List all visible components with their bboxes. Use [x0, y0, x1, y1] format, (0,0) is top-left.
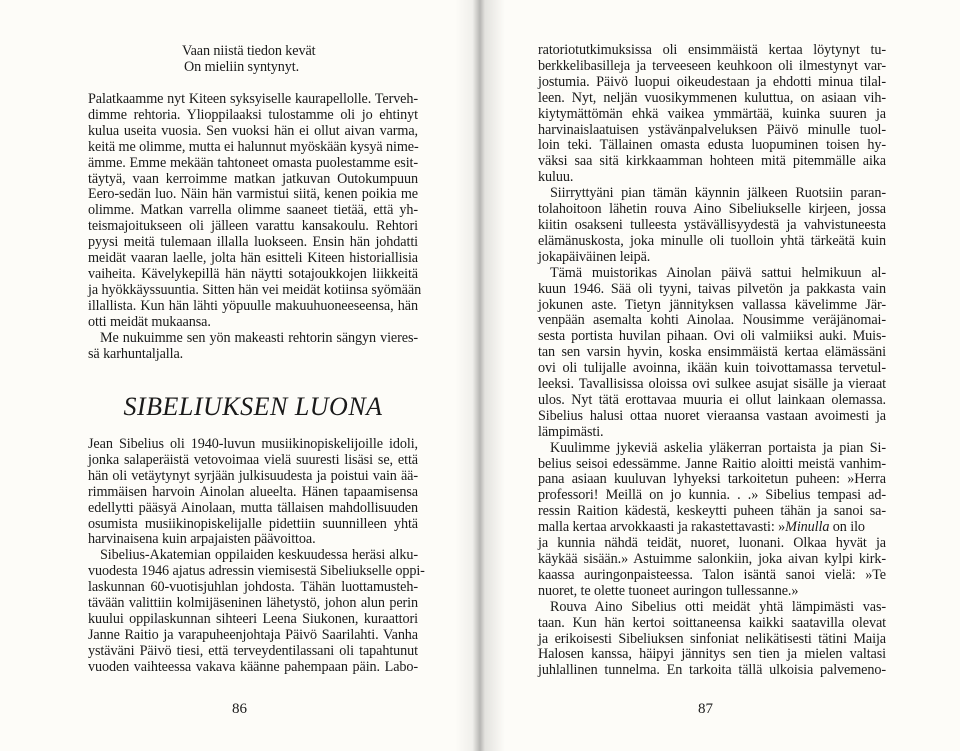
text-line: vuoden vaihteessa vakava käänne pahempaan päin. Labo- — [88, 658, 418, 675]
text-line: belius seisoi edessämme. Janne Raitio aloitti meistä vanhim- — [538, 455, 886, 472]
text-line: pana asiaan kuuluvan lyhyeksi tarkoitetun puheen: »Herra — [538, 471, 886, 488]
text-line: sesta portista huvilan pihaan. Ovi oli valmiiksi auki. Muis- — [538, 328, 886, 345]
text-line: olimme. Matkan varrella olimme saaneet tietää, että yh- — [88, 202, 418, 219]
text-line: leeksi. Tavallisissa oloissa ovi sulkee asujat sisälle ja vieraat — [538, 376, 886, 393]
page-number: 87 — [698, 701, 713, 717]
text-line: Palatkaamme nyt Kiteen syksyiselle kaurapellolle. Terveh- — [88, 91, 418, 107]
text-line: vaiheita. Kävelykepillä hän näytti sotajoukkojen liikkeitä — [88, 265, 418, 282]
text-line: Sibelius halusi ottaa nuoret vieraansa vastaan avoimesti ja — [538, 407, 886, 424]
text-line: Eero-sedän luo. Näin hän varmistui siitä, kenen poikia me — [88, 186, 418, 203]
poem-excerpt — [182, 44, 316, 76]
text-line: ratoriotutkimuksissa oli ensimmäistä kertaa löytynyt tu- — [538, 42, 886, 58]
text-line: käykää sisään.» Astuimme salonkiin, joka aivan kylpi kirk- — [538, 551, 886, 567]
text-line: Sibelius-Akatemian oppilaiden keskuudessa heräsi alku- — [100, 547, 418, 564]
text-line: ulos. Nyt tätä erottavaa muuria ei ollut lainkaan olemassa. — [538, 391, 886, 408]
text-line: taan. Kun hän kertoi soittaneensa kaikki saatavilla olevat — [538, 614, 886, 631]
text-line: teismajoitukseen oli jälleen varattu kansakoulu. Rehtori — [88, 218, 418, 235]
text-line: ja erikoisesti Sibeliuksen sinfoniat nelikätisesti tätini Maija — [538, 630, 886, 647]
text-line: ressin Raition kädestä, keskeytti puheen tähän ja sanoi sa- — [538, 503, 886, 520]
text-line: harvinaisena kuin arpajaisten päävoittoa. — [88, 531, 316, 548]
italic-word: Minulla — [785, 519, 830, 536]
text-line: lämpimästi. — [538, 423, 604, 440]
text-line: ja hyökkäyssuuntia. Sitten hän vei meidät kotiinsa syömään — [88, 281, 422, 298]
text-line: tävään valittiin kolmijäseninen lähetystö, johon alun perin — [88, 595, 418, 612]
text-line: laskunnan 60-vuotisjuhlan johdosta. Tähän luottamusteh- — [88, 579, 418, 596]
text-line: kiytymättömän ehkä vaikea ymmärtää, kuinka suuren ja — [538, 105, 886, 122]
text-line: jonka salaperäistä vetovoimaa vielä suuresti lisäsi se, että — [88, 451, 418, 468]
text-line: hän oli vetäytynyt syrjään julkisuudesta ja poistui vain ää- — [88, 467, 418, 484]
poem-line: On mieliin syntynyt. — [184, 58, 300, 75]
text-line: kaassa auringonpaisteessa. Talon isäntä sanoi vielä: »Te — [538, 566, 886, 583]
text-line: Janne Raitio ja varapuheenjohtaja Päivö Saarilahti. Vanha — [88, 626, 418, 643]
poem-line: Vaan niistä tiedon kevät — [182, 43, 316, 59]
text-line: nuoret, te olette tuoneet auringon tullessanne.» — [538, 582, 799, 599]
paragraph-sibelius-intro — [88, 436, 425, 676]
text-line: loin teki. Tällainen omasta edusta luopuminen toisen hy- — [538, 137, 886, 154]
text-line: väksi saa sitä kirkkaamman hohteen mitä pitemmälle aika — [538, 153, 886, 170]
text-line: meidät vaaran laelle, jolta hän esitteli Kiteen historiallisia — [88, 250, 418, 267]
text-line: kuului oppilaskunnan sihteeri Leena Siukonen, kuraattori — [88, 610, 418, 627]
text-fragment — [538, 520, 865, 536]
text-line: edellytti pääsyä Ainolaan, mutta tällaisen mahdollisuuden — [88, 499, 418, 516]
text-line: pyysi meitä tulemaan illalla luokseen. Ensin hän johdatti — [88, 234, 418, 251]
text-line: kulua useita vuosia. Sen vuoksi hän ei ollut aivan varma, — [88, 122, 418, 139]
text-line: keitä me olimme, mutta ei halunnut myöskään kysyä nime- — [88, 138, 419, 155]
text-line: ja kunnia nähdä teidät, nuoret, luonani. Olkaa hyvät ja — [538, 535, 886, 552]
text-fragment: malla kertaa arvokkaasti ja rakastettavasti: » — [538, 519, 786, 536]
text-line: jostumia. Päivö luopui oikeudestaan ja ehdotti minua tilal- — [538, 73, 886, 90]
text-line: ystäväni Päivö tiesi, että terveydentilassani oli tapahtunut — [88, 642, 418, 659]
text-line: Jean Sibelius oli 1940-luvun musiikinopiskelijoille idoli, — [88, 436, 418, 452]
text-line: Tämä muistorikas Ainolan päivä sattui helmikuun al- — [550, 264, 886, 281]
text-line: harvinaislaatuisen ystävänpalveluksen Päivö minulle tuol- — [538, 121, 886, 138]
text-line: Kuulimme jykeviä askelia yläkerran portaista ja pian Si- — [550, 439, 886, 456]
text-line: sä karhuntaljalla. — [88, 345, 184, 362]
text-line: ämme. Emme mekään tahtoneet omasta puolestamme esit- — [88, 154, 418, 171]
text-line: dimme rehtoria. Ylioppilaaksi tulostamme oli jo ehtinyt — [88, 106, 418, 123]
text-line: professori! Meillä on jo kunnia. . .» Sibelius tempasi ad- — [538, 487, 886, 504]
paragraph-continued — [538, 43, 886, 679]
paragraph-kitee — [88, 91, 422, 362]
text-fragment: on ilo — [829, 519, 865, 536]
text-line: rimmäisen harvoin Ainolan alueelta. Hänen tapaamisensa — [88, 483, 418, 500]
text-line: vuodesta 1946 ajatus adressin viemisestä Sibeliukselle oppi- — [88, 563, 425, 580]
text-line: berkkelibasilleja ja terveeseen keuhkoon oli ilmestynyt var- — [538, 57, 886, 74]
text-line: täytyä, vaan kerroimme matkan jatkuvan Outokumpuun — [88, 170, 418, 187]
text-line: ovi oli tulijalle avoinna, ikään kuin toivottamassa tervetul- — [538, 360, 886, 377]
text-line: kuun 1946. Sää oli tyyni, taivas pilvetön ja pakkasta vain — [538, 280, 886, 297]
text-line: jokunen aste. Tietyn jännityksen vallassa kävelimme Jär- — [538, 296, 886, 313]
text-line: kiitin osakseni tulleesta ystävällisyydestä ja vahvistuneesta — [538, 216, 886, 233]
text-line: tan sen varsin hyvin, koska ensimmäistä kertaa elämässäni — [538, 344, 886, 361]
chapter-heading: SIBELIUKSEN LUONA — [123, 392, 383, 421]
text-line: Me nukuimme sen yön makeasti rehtorin sängyn vieres- — [100, 329, 418, 346]
text-line: juhlallinen tunnelma. En tarkoita tällä ulkoisia palvemeno- — [538, 662, 886, 679]
text-line: kuluu. — [538, 169, 574, 186]
text-line: elämänuskosta, joka minulle oli tuolloin yhtä tärkeätä kuin — [538, 232, 886, 249]
text-line: Rouva Aino Sibelius otti meidät yhtä lämpimästi vas- — [550, 598, 886, 615]
text-line: osumista musiikinopiskelijalle pidettiin suunnilleen yhtä — [88, 515, 418, 532]
text-line: jokapäiväinen leipä. — [538, 248, 651, 265]
text-line: otti meidät mukaansa. — [88, 313, 211, 330]
text-line: leen. Nyt, neljän vuosikymmenen kuluttua, on asiaan vih- — [538, 89, 886, 106]
page-number: 86 — [232, 701, 247, 717]
text-line: illallista. Kun hän lähti yöpuulle makuuhuoneeseensa, hän — [88, 297, 418, 314]
text-line: tolahoitoon lähetin rouva Aino Sibeliukselle kirjeen, jossa — [538, 201, 886, 218]
text-line: Halosen kanssa, häipyi jännitys sen tien ja mielen valtasi — [538, 646, 886, 663]
text-line: Siirryttyäni pian tämän käynnin jälkeen Ruotsiin paran- — [550, 185, 886, 202]
text-line: venpään asemalta kohti Ainolaa. Nousimme veräjänomai- — [538, 312, 886, 329]
text-line-with-italic — [538, 520, 886, 536]
